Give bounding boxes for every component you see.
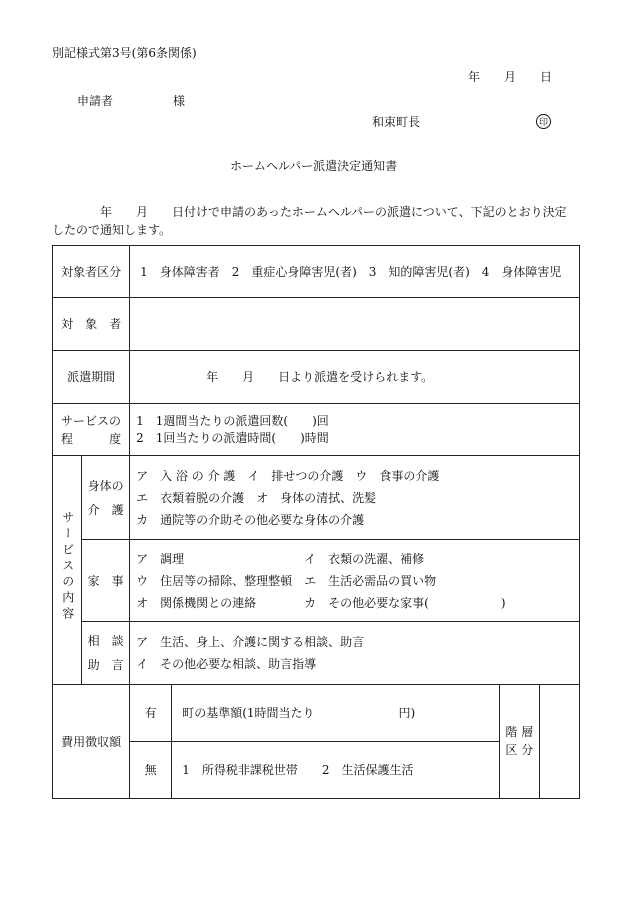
- row-period: [53, 351, 580, 404]
- body-care-items: [130, 456, 580, 540]
- tier-label: [499, 685, 539, 799]
- service-degree-label: [53, 404, 130, 456]
- housework-item: オ 関係機関との連絡: [136, 595, 257, 610]
- applicant-line: 申請者 様: [77, 94, 186, 108]
- document-title: ホームヘルパー派遣決定通知書: [230, 159, 398, 173]
- service-degree-label-1: サービスの: [61, 413, 122, 428]
- housework-row: [136, 548, 579, 570]
- category-value: 1 身体障害者 2 重症心身障害児(者) 3 知的障害児(者) 4 身体障害児: [130, 246, 580, 298]
- service-content-label: [53, 456, 82, 685]
- form-number: 別記様式第3号(第6条関係): [52, 46, 197, 60]
- housework-row: [136, 570, 579, 592]
- fee-yes-value: 町の基準額(1時間当たり 円): [172, 685, 500, 742]
- consult-label-b1: 談: [111, 634, 124, 648]
- housework-label: [82, 540, 130, 622]
- body-care-label-1: 身体の: [87, 478, 124, 493]
- row-fee-yes: [53, 685, 580, 742]
- consult-items: [130, 622, 580, 685]
- housework-row: [136, 592, 579, 614]
- fee-yes-label: 有: [130, 685, 172, 742]
- body-care-item: カ 通院等の介助その他必要な身体の介護: [136, 512, 365, 527]
- notice-table: [52, 245, 580, 799]
- service-degree-value: [130, 404, 580, 456]
- fee-no-label: 無: [130, 742, 172, 799]
- consult-item: ア 生活、身上、介護に関する相談、助言: [136, 635, 365, 649]
- row-target: [53, 298, 580, 351]
- target-label: 対 象 者: [53, 298, 130, 351]
- service-degree-line-1: 1 1週間当たりの派遣回数( )回: [136, 414, 329, 428]
- service-degree-label-2b: 度: [109, 431, 122, 446]
- consult-label: [82, 622, 130, 685]
- period-label: 派遣期間: [53, 351, 130, 404]
- consult-label-a1: 相: [87, 634, 100, 648]
- row-service-degree: [53, 404, 580, 456]
- tier-label-1: 階 層: [505, 725, 534, 740]
- housework-item: エ 生活必需品の買い物: [304, 573, 437, 588]
- category-label: 対象者区分: [53, 246, 130, 298]
- issuer-name: 和束町長: [372, 115, 421, 129]
- service-degree-label-2a: 程: [61, 431, 74, 446]
- tier-value: [539, 685, 579, 799]
- housework-label-a: 家: [87, 573, 100, 588]
- housework-item: ウ 住居等の掃除、整理整頓: [136, 573, 293, 588]
- body-care-item: ア 入 浴 の 介 護 イ 排せつの介護 ウ 食事の介護: [136, 468, 440, 483]
- intro-line-2: したので通知します。: [52, 223, 172, 237]
- fee-no-value: 1 所得税非課税世帯 2 生活保護生活: [172, 742, 500, 799]
- service-content-text: サービスの内容: [60, 511, 75, 624]
- row-category: [53, 246, 580, 298]
- seal-mark: 印: [536, 114, 551, 129]
- tier-label-2: 区 分: [505, 742, 534, 757]
- row-housework: [53, 540, 580, 622]
- intro-line-1: 年 月 日付けで申請のあったホームヘルパーの派遣について、下記のとおり決定: [52, 205, 567, 219]
- consult-label-a2: 助: [87, 658, 100, 672]
- housework-item: ア 調理: [136, 551, 185, 566]
- housework-label-b: 事: [111, 573, 124, 588]
- period-value: 年 月 日より派遣を受けられます。: [130, 351, 580, 404]
- consult-item: イ その他必要な相談、助言指導: [136, 657, 317, 671]
- body-care-item: エ 衣類着脱の介護 オ 身体の清拭、洗髪: [136, 490, 377, 505]
- target-value: [130, 298, 580, 351]
- service-degree-line-2: 2 1回当たりの派遣時間( )時間: [136, 431, 329, 445]
- housework-item: イ 衣類の洗濯、補修: [304, 551, 425, 566]
- housework-item: カ その他必要な家事( ): [304, 595, 506, 610]
- fee-label: 費用徴収額: [53, 685, 130, 799]
- row-consult: [53, 622, 580, 685]
- row-body-care: [53, 456, 580, 540]
- housework-items: [130, 540, 580, 622]
- date-line: 年 月 日: [468, 70, 553, 84]
- body-care-label-2: 介 護: [87, 502, 124, 517]
- consult-label-b2: 言: [111, 658, 124, 672]
- body-care-label: [82, 456, 130, 540]
